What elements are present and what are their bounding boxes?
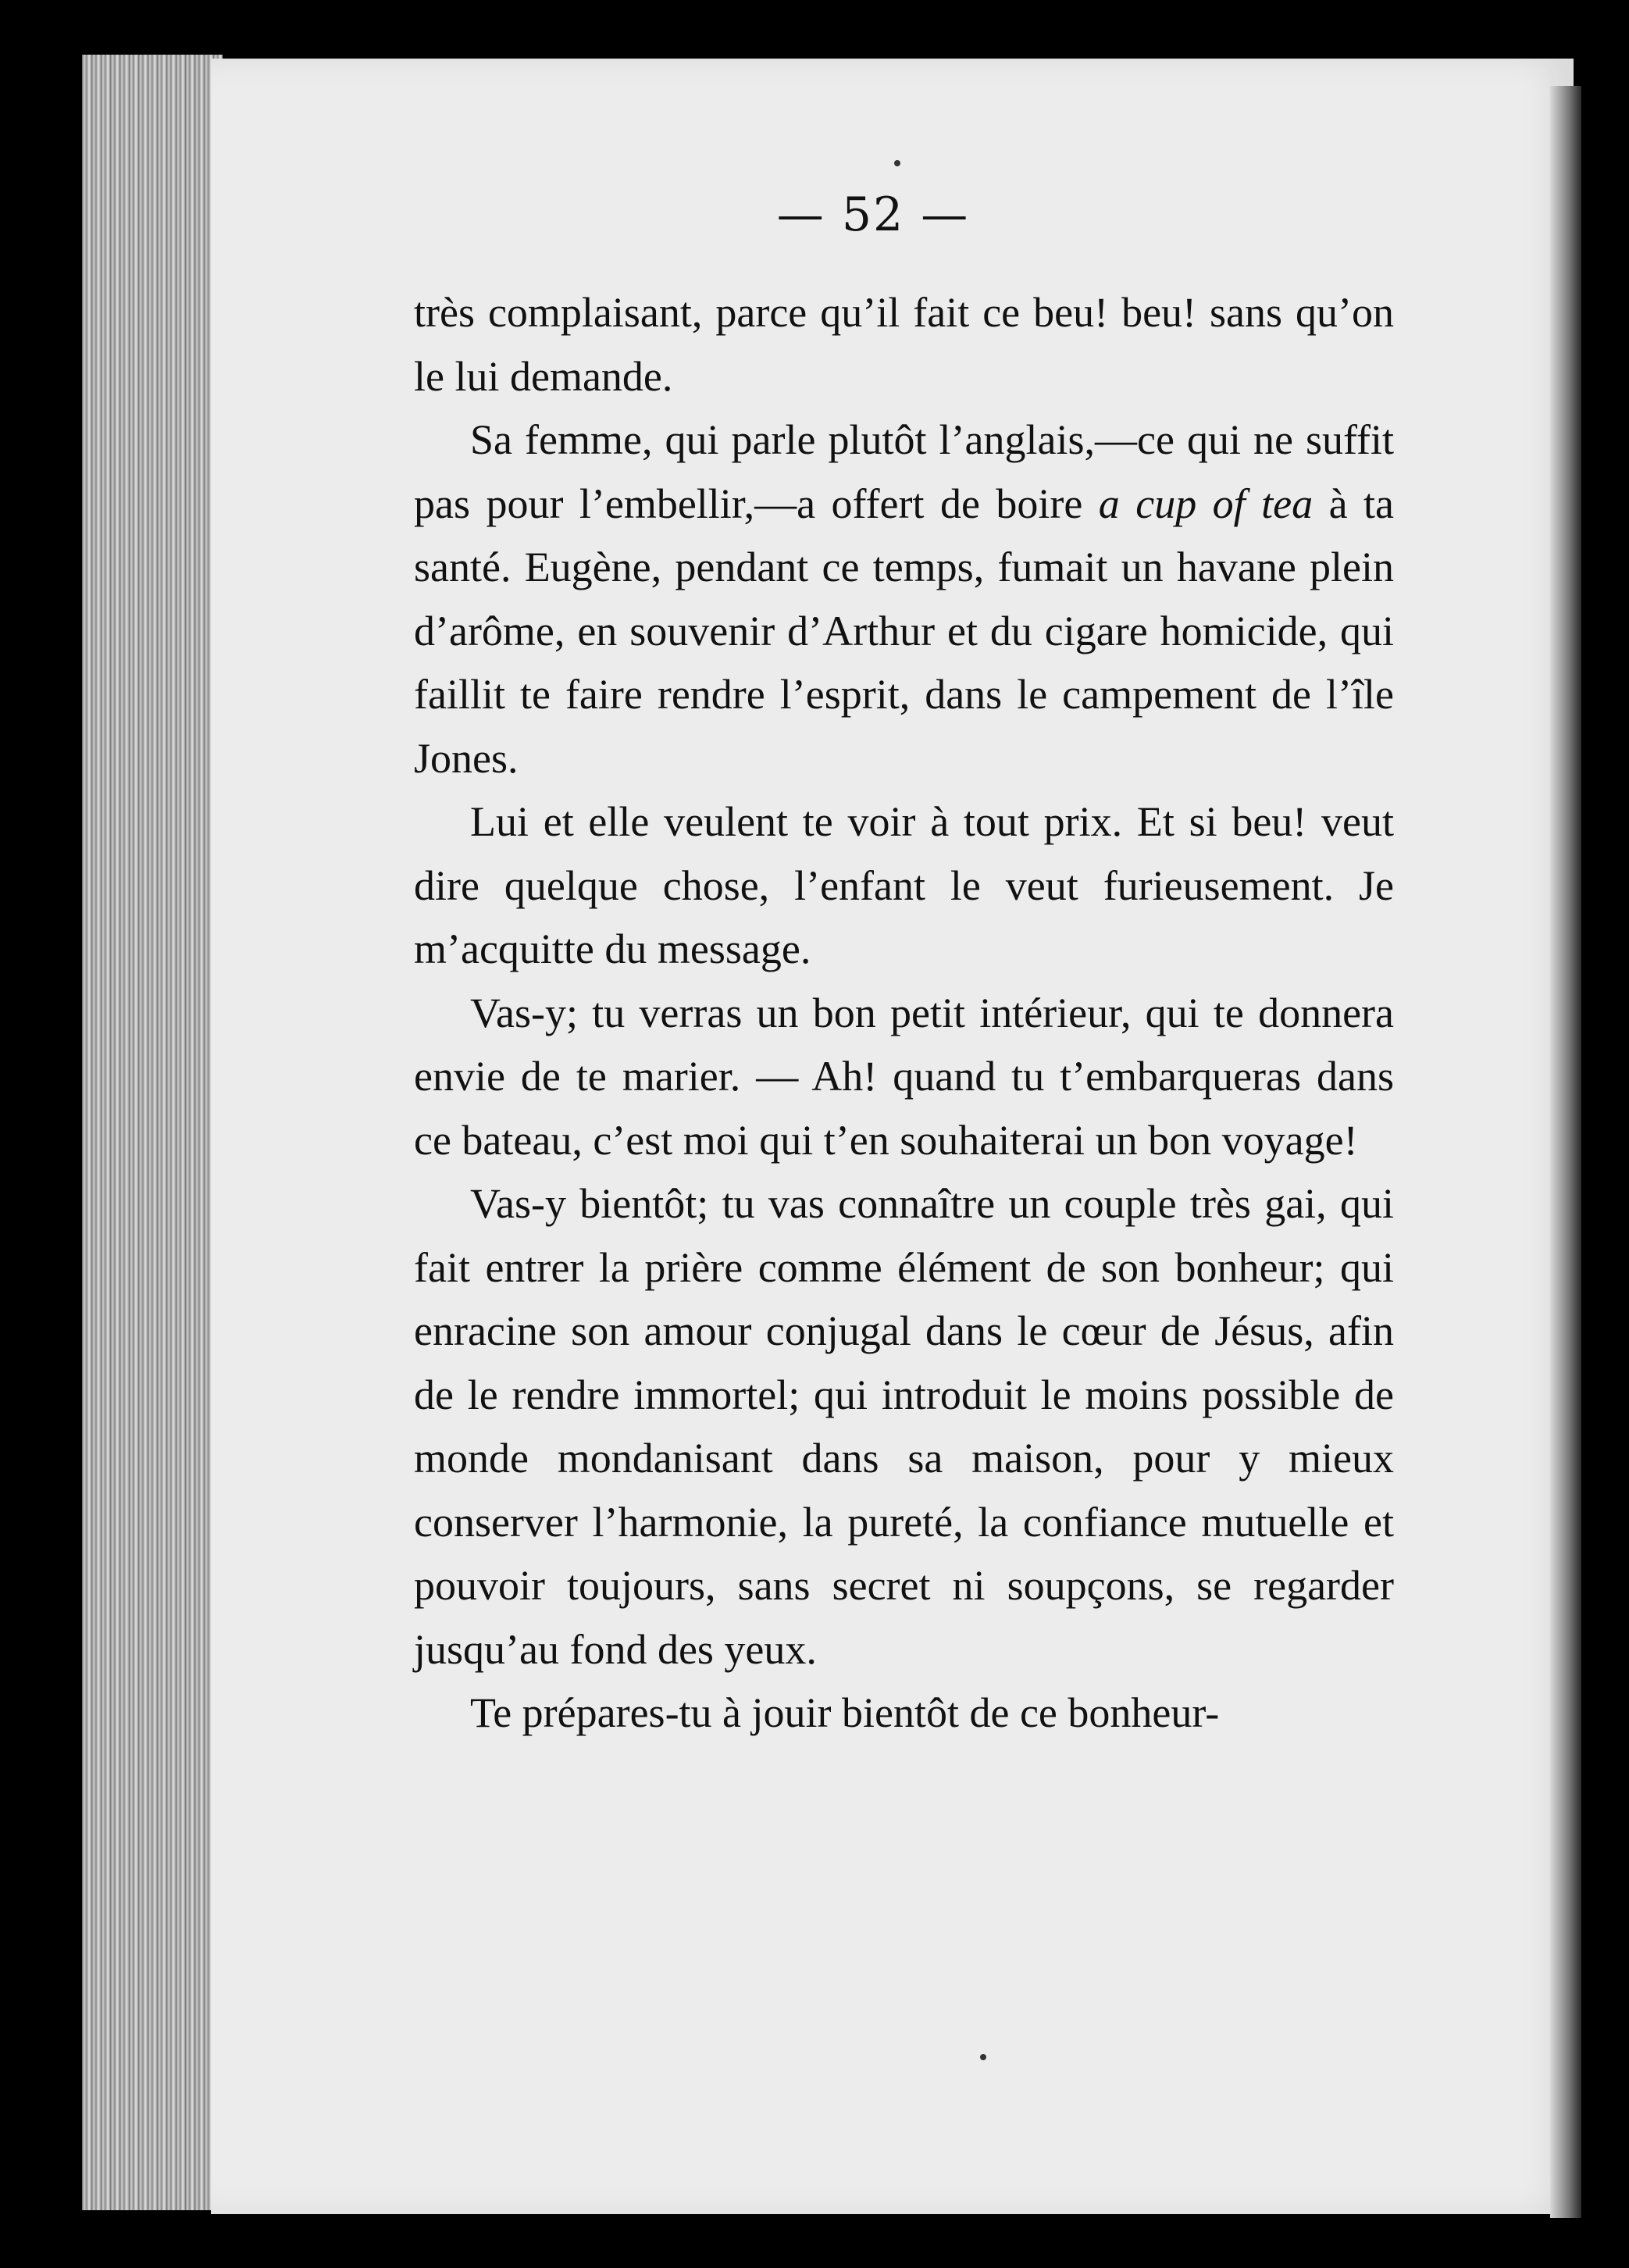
book-page-edges: [82, 55, 223, 2210]
ink-speck: [980, 2054, 986, 2060]
paragraph-text: à ta santé. Eugène, pendant ce temps, fumait un havane plein d’arôme, en souvenir d’Arthur et du cigare homicide, qui faillit te faire rendre l’esprit, dans le campement de l’île Jones.: [414, 480, 1394, 782]
paragraph: Lui et elle veulent te voir à tout prix. Et si beu! veut dire quelque chose, l’enfant le veut furieusement. Je m’acquitte du message.: [414, 798, 1394, 972]
page-number: — 52 —: [776, 187, 970, 242]
paragraph: [414, 408, 1394, 790]
ink-speck: [894, 160, 900, 166]
paragraph: Vas-y; tu verras un bon petit intérieur, qui te donnera envie de te marier. — Ah! quand tu t’embarqueras dans ce bateau, c’est moi qui t’en souhaiterai un bon voyage!: [414, 989, 1394, 1164]
italic-phrase: a cup of tea: [1098, 480, 1314, 527]
paragraph: très complaisant, parce qu’il fait ce beu! beu! sans qu’on le lui demande.: [414, 289, 1394, 400]
paragraph-text: Sa femme, qui parle plutôt l’anglais,—ce qui ne suffit pas pour l’embellir,—a offert de boire: [414, 416, 1394, 527]
paragraph: Te prépares-tu à jouir bientôt de ce bonheur-: [470, 1689, 1220, 1736]
body-text: [414, 281, 1394, 1746]
book-spine-shadow: [1550, 86, 1581, 2218]
paragraph: Vas-y bientôt; tu vas connaître un couple très gai, qui fait entrer la prière comme élément de son bonheur; qui enracine son amour conjugal dans le cœur de Jésus, afin de le rendre immortel; qui introduit le moins possible de monde mondanisant dans sa maison, pour y mieux conserver l’harmonie, la pureté, la confiance mutuelle et pouvoir toujours, sans secret ni soupçons, se regarder jusqu’au fond des yeux.: [414, 1180, 1394, 1673]
